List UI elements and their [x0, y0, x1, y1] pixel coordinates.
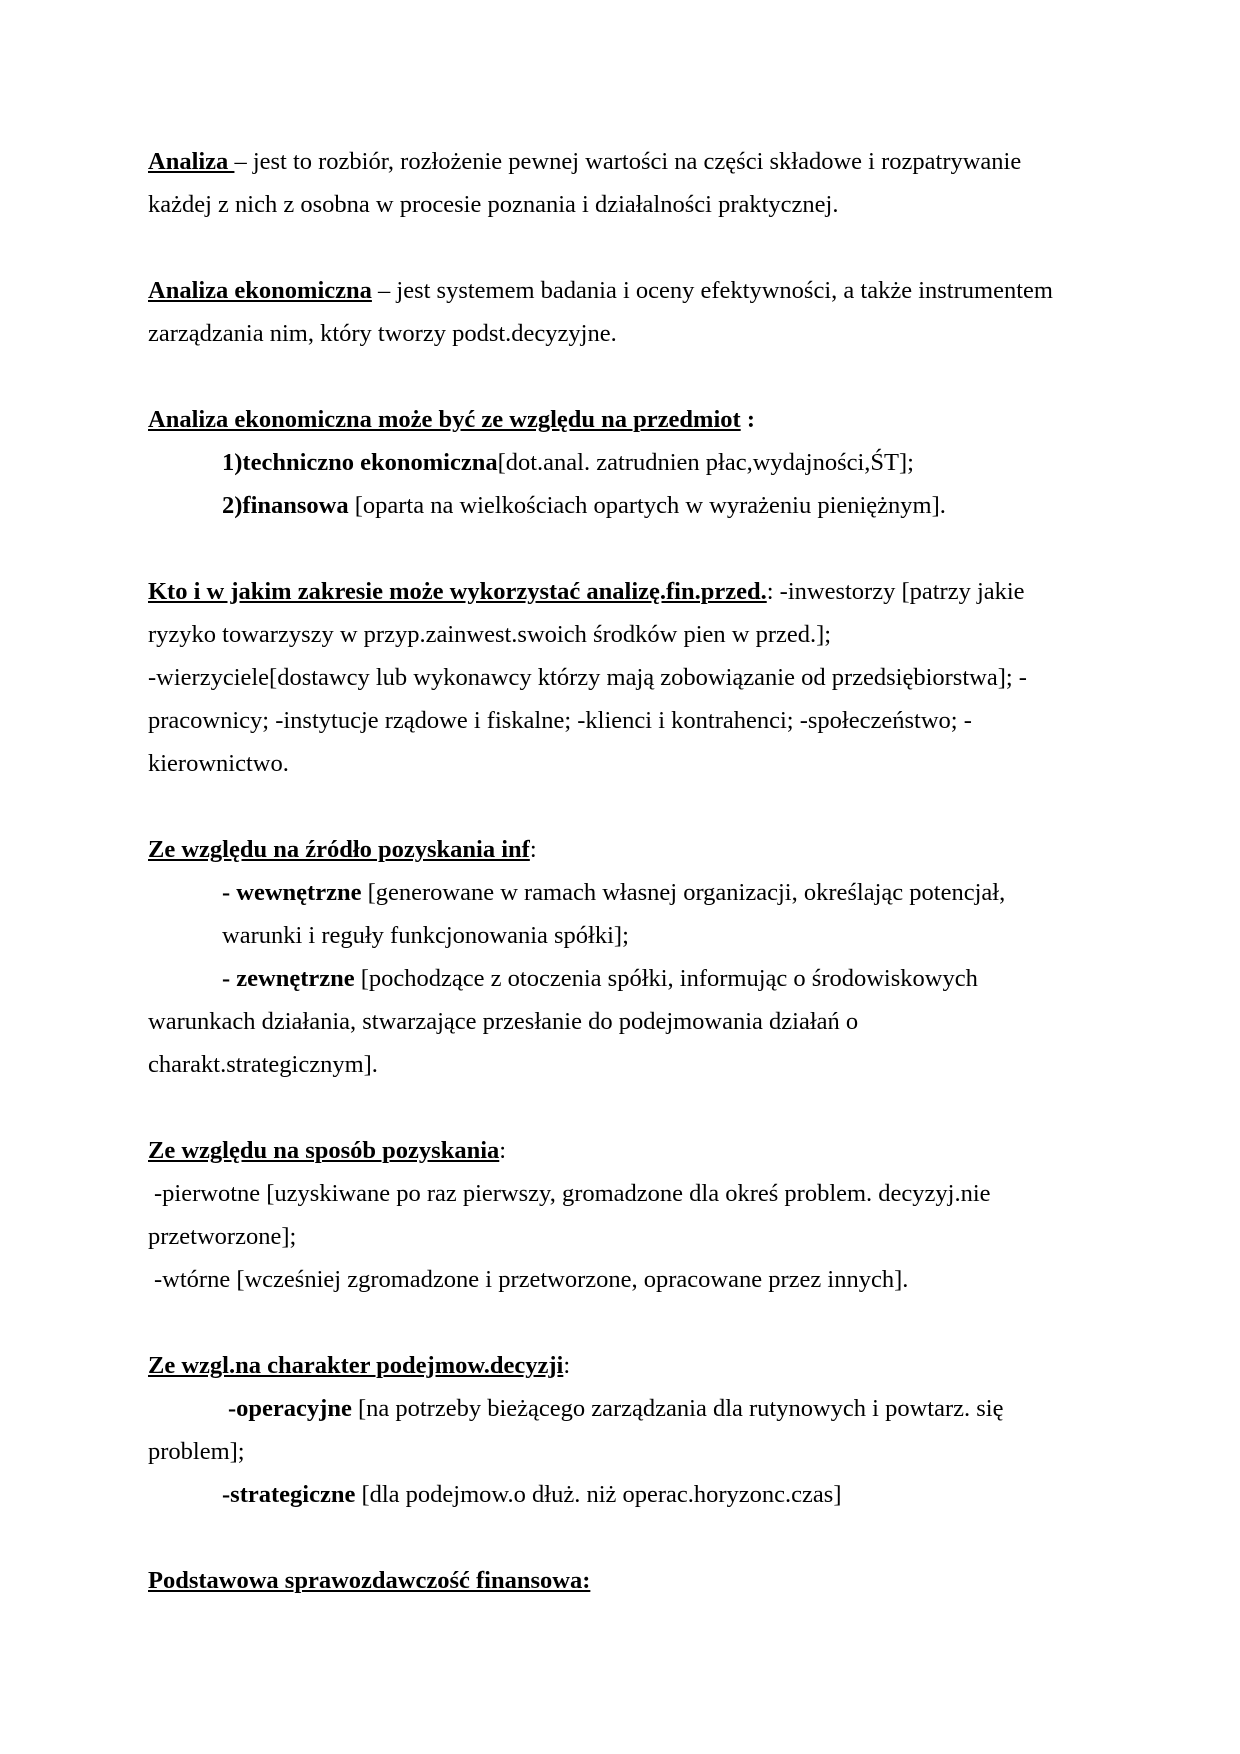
- charakter-item-1-text: [na potrzeby bieżącego zarządzania dla rutynowych i powtarz. się: [351, 1395, 1004, 1422]
- sposob-heading: Ze względu na sposób pozyskania: [148, 1137, 500, 1164]
- charakter-item-1-term: -operacyjne: [228, 1395, 352, 1422]
- przedmiot-item-1: [148, 441, 1093, 484]
- zrodlo-item-1: [148, 871, 1093, 914]
- przedmiot-item-1-text: [dot.anal. zatrudnien płac,wydajności,ŚT];: [497, 449, 914, 476]
- zrodlo-item-1-term: - wewnętrzne: [222, 879, 362, 906]
- przedmiot-item-2-term: 2)finansowa: [222, 492, 349, 519]
- charakter-item-2-text: [dla podejmow.o dłuż. niż operac.horyzonc.czas]: [355, 1481, 842, 1508]
- analiza-definition: – jest to rozbiór, rozłożenie pewnej wartości na części składowe i rozpatrywanie: [234, 148, 1022, 175]
- charakter-item-2-term: -strategiczne: [222, 1481, 356, 1508]
- przedmiot-heading-suffix: :: [740, 406, 755, 433]
- przedmiot-item-2-text: [oparta na wielkościach opartych w wyrażeniu pieniężnym].: [348, 492, 946, 519]
- sposob-line-1: -pierwotne [uzyskiwane po raz pierwszy, gromadzone dla okreś problem. decyzyj.nie: [154, 1180, 991, 1207]
- term-analiza-ekonomiczna: Analiza ekonomiczna: [148, 277, 372, 304]
- charakter-heading: Ze wzgl.na charakter podejmow.decyzji: [148, 1352, 564, 1379]
- sposob-line-2: przetworzone];: [148, 1223, 297, 1250]
- kto-line-3: -wierzyciele[dostawcy lub wykonawcy którzy mają zobowiązanie od przedsiębiorstwa]; -: [148, 664, 1027, 691]
- term-analiza: Analiza: [148, 148, 235, 175]
- zrodlo-heading-line: [148, 828, 1093, 871]
- analiza-ekonomiczna-definition: – jest systemem badania i oceny efektywności, a także instrumentem: [371, 277, 1053, 304]
- zrodlo-item-2-line3: charakt.strategicznym].: [148, 1051, 378, 1078]
- charakter-item-2: [148, 1473, 1093, 1516]
- zrodlo-item-2: [148, 957, 1093, 1000]
- charakter-heading-suffix: :: [563, 1352, 571, 1379]
- charakter-item-1-line2: problem];: [148, 1438, 245, 1465]
- podstawowa-heading-line: [148, 1559, 1093, 1602]
- kto-heading: Kto i w jakim zakresie może wykorzystać analizę.fin.przed.: [148, 578, 767, 605]
- zrodlo-heading: Ze względu na źródło pozyskania inf: [148, 836, 530, 863]
- analiza-definition-line2: każdej z nich z osobna w procesie poznania i działalności praktycznej.: [148, 191, 839, 218]
- zrodlo-item-2-line2: warunkach działania, stwarzające przesłanie do podejmowania działań o: [148, 1008, 859, 1035]
- kto-line-4: pracownicy; -instytucje rządowe i fiskalne; -klienci i kontrahenci; -społeczeństwo; -: [148, 707, 972, 734]
- zrodlo-item-1-line2: warunki i reguły funkcjonowania spółki];: [222, 922, 629, 949]
- sposob-heading-line: [148, 1129, 1093, 1172]
- sposob-heading-suffix: :: [499, 1137, 507, 1164]
- analiza-ekonomiczna-definition-line2: zarządzania nim, który tworzy podst.decyzyjne.: [148, 320, 617, 347]
- kto-heading-line: [148, 570, 1093, 613]
- kto-heading-suffix: : -inwestorzy [patrzy jakie: [766, 578, 1025, 605]
- kto-line-5: kierownictwo.: [148, 750, 289, 777]
- zrodlo-heading-suffix: :: [529, 836, 537, 863]
- podstawowa-heading: Podstawowa sprawozdawczość finansowa:: [148, 1567, 591, 1594]
- analiza-ekonomiczna-paragraph: [148, 269, 1093, 312]
- analiza-paragraph: [148, 140, 1093, 183]
- charakter-heading-line: [148, 1344, 1093, 1387]
- document-body: [148, 140, 1093, 1602]
- zrodlo-item-2-text: [pochodzące z otoczenia spółki, informując o środowiskowych: [354, 965, 978, 992]
- przedmiot-heading-line: [148, 398, 1093, 441]
- zrodlo-item-1-text: [generowane w ramach własnej organizacji, określając potencjał,: [361, 879, 1006, 906]
- zrodlo-item-2-term: - zewnętrzne: [222, 965, 355, 992]
- przedmiot-item-2: [148, 484, 1093, 527]
- charakter-item-1: [148, 1387, 1093, 1430]
- kto-line-2: ryzyko towarzyszy w przyp.zainwest.swoich środków pien w przed.];: [148, 621, 832, 648]
- sposob-line-3: -wtórne [wcześniej zgromadzone i przetworzone, opracowane przez innych].: [154, 1266, 909, 1293]
- przedmiot-item-1-term: 1)techniczno ekonomiczna: [222, 449, 498, 476]
- przedmiot-heading: Analiza ekonomiczna może być ze względu na przedmiot: [148, 406, 741, 433]
